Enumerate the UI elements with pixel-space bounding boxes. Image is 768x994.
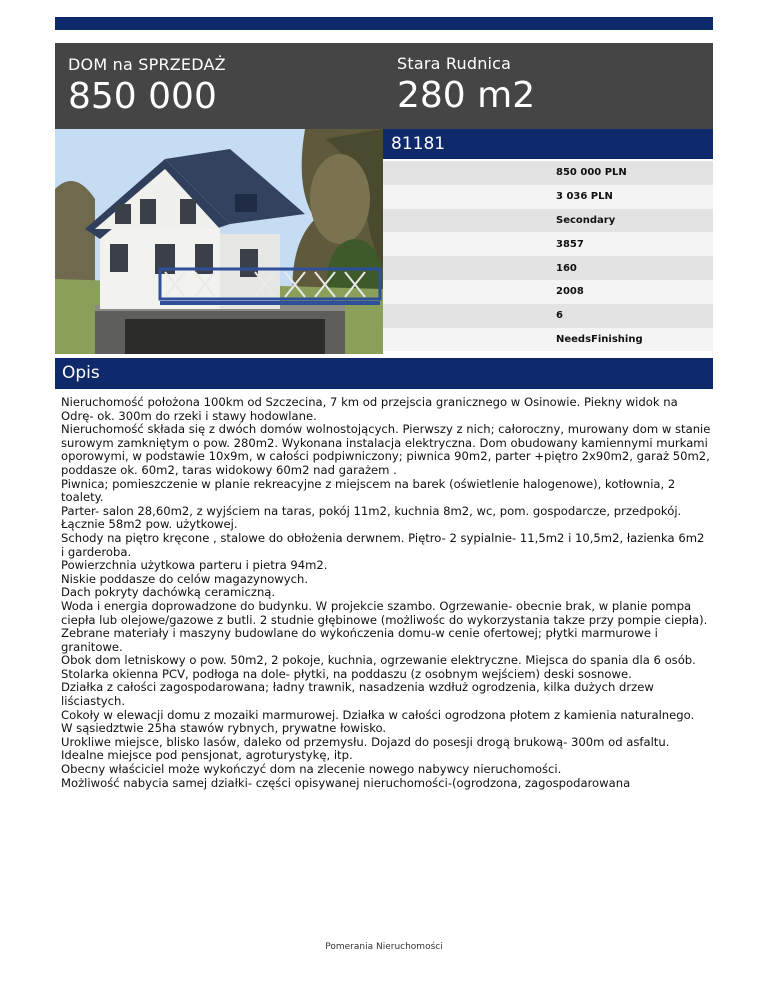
spec-year-built: 2008 xyxy=(556,286,584,298)
description-paragraph: Obecny właściciel może wykończyć dom na zlecenie nowego nabywcy nieruchomości. xyxy=(61,762,562,777)
description-paragraph: W sąsiedztwie 25ha stawów rybnych, prywatne łowisko. xyxy=(61,721,387,736)
spec-row xyxy=(383,328,713,352)
description-body xyxy=(61,396,711,790)
spec-row xyxy=(383,256,713,280)
top-accent-bar xyxy=(55,17,713,30)
footer-agency: Pomerania Nieruchomości xyxy=(325,942,443,952)
description-paragraph: Cokoły w elewacji domu z mozaiki marmurowej. Działka w całości ogrodzona płotem z kamienia naturalnego. xyxy=(61,707,695,722)
spec-row xyxy=(383,161,713,185)
spec-row xyxy=(383,185,713,209)
spec-plot-area: 3857 xyxy=(556,238,584,250)
header-offer-block xyxy=(68,55,226,117)
description-paragraph: Zebrane materiały i maszyny budowlane do wykończenia domu-w cenie ofertowej; płytki marmurowe i granitowe. xyxy=(61,626,658,654)
listing-header xyxy=(55,43,713,129)
description-paragraph: Obok dom letniskowy o pow. 50m2, 2 pokoje, kuchnia, ogrzewanie elektryczne. Miejsca do spania dla 6 osób. Stolarka okienna PCV, podłoga na dole- płytki, na poddaszu (z osobnym wejściem) deski sosnowe. xyxy=(61,653,696,681)
description-paragraph: Schody na piętro kręcone , stalowe do obłożenia derwnem. Piętro- 2 sypialnie- 11,5m2 i 10,5m2, łazienka 6m2 i garderoba. xyxy=(61,530,705,559)
area: 280 m2 xyxy=(397,75,536,116)
spec-price: 850 000 PLN xyxy=(556,167,627,179)
description-paragraph: Niskie poddasze do celów magazynowych. xyxy=(61,571,309,586)
spec-row xyxy=(383,304,713,328)
property-photo xyxy=(55,129,383,354)
spec-rooms: 6 xyxy=(556,310,563,322)
location: Stara Rudnica xyxy=(397,54,512,73)
spec-market: Secondary xyxy=(556,214,616,226)
spec-price-per-m2: 3 036 PLN xyxy=(556,191,613,203)
description-paragraph: Dach pokryty dachówką ceramiczną. xyxy=(61,585,276,600)
description-heading: Opis xyxy=(55,358,713,389)
spec-usable-area: 160 xyxy=(556,262,577,274)
description-paragraph: Działka z całości zagospodarowana; ładny trawnik, nasadzenia wzdłuż ogrodzenia, kilka dużych drzew liściastych. xyxy=(61,680,654,709)
spec-condition: NeedsFinishing xyxy=(556,333,643,345)
offer-type: DOM na SPRZEDAŻ xyxy=(68,55,226,74)
spec-row xyxy=(383,209,713,233)
description-paragraph: Nieruchomość położona 100km od Szczecina, 7 km od przejscia granicznego w Osinowie. Piekny widok na Odrę- ok. 300m do rzeki i stawy hodowlane. xyxy=(61,395,678,423)
spec-row xyxy=(383,280,713,304)
description-paragraph: Idealne miejsce pod pensjonat, agroturystykę, itp. xyxy=(61,748,353,763)
description-paragraph: Piwnica; pomieszczenie w planie rekreacyjne z miejscem na barek (oświetlenie halogenowe), kotłownia, 2 toalety. xyxy=(61,476,676,505)
description-paragraph: Możliwość nabycia samej działki- części opisywanej nieruchomości-(ogrodzona, zagospodarowana xyxy=(61,775,631,790)
header-location-block xyxy=(397,54,535,116)
price: 850 000 xyxy=(68,76,217,117)
description-paragraph: Woda i energia doprowadzone do budynku. W projekcie szambo. Ogrzewanie- obecnie brak, w planie pompa ciepła lub olejowe/gazowe z butli. 2 studnie głębinowe (możliwośc do wykorzystania takze przy pompie ciepła). xyxy=(61,598,708,627)
spec-row xyxy=(383,232,713,256)
description-paragraph: Parter- salon 28,60m2, z wyjściem na taras, pokój 11m2, kuchnia 8m2, wc, pom. gospodarcze, przedpokój. Łącznie 58m2 pow. użytkowej. xyxy=(61,503,682,532)
listing-id: 81181 xyxy=(383,129,713,159)
description-paragraph: Urokliwe miejsce, blisko lasów, daleko od przemysłu. Dojazd do posesji drogą brukową- 300m od asfaltu. xyxy=(61,734,670,749)
description-paragraph: Powierzchnia użytkowa parteru i pietra 94m2. xyxy=(61,558,328,573)
spec-table xyxy=(383,161,713,351)
description-paragraph: Nieruchomość składa się z dwóch domów wolnostojących. Pierwszy z nich; całoroczny, murowany dom w stanie surowym zamkniętym o pow. 280m2. Wykonana instalacja elektryczna. Dom obudowany kamiennymi murkami oporowymi, w podstawie 10x9m, w całości podpiwniczony; piwnica 90m2, parter +piętro 2x90m2, garaż 50m2, poddasze ok. 60m2, taras widokowy 60m2 nad garażem . xyxy=(61,422,711,477)
